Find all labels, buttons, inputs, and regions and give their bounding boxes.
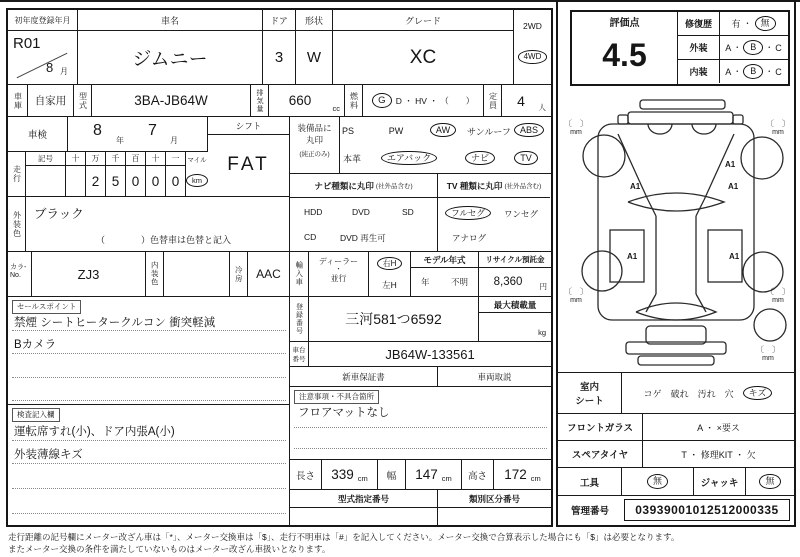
odometer-col-header: 一	[166, 152, 185, 166]
equipment-label-1: 装備品に	[297, 123, 332, 133]
shape-value: W	[306, 49, 322, 66]
mm-label: mm	[762, 355, 774, 362]
import-dealer: ディーラー	[318, 257, 359, 266]
width-unit: cm	[441, 474, 452, 483]
registration-month-unit: 月	[60, 67, 68, 76]
color-no-value: ZJ3	[32, 252, 146, 296]
odometer-digit: 2	[91, 173, 100, 189]
seat-stain: 汚れ	[697, 388, 716, 399]
handle-cell	[369, 252, 411, 296]
odometer-sign-col	[26, 152, 66, 196]
door-value: 3	[274, 49, 284, 66]
manual-label: 車両取説	[477, 371, 512, 382]
model-code-label: 型式	[78, 91, 88, 110]
right-panel	[556, 0, 796, 527]
dotted-line	[12, 330, 286, 331]
damage-code-a1: A1	[627, 252, 638, 261]
exterior-color-note: （ ）色替車は色替と記入	[96, 235, 232, 245]
seat-scratch-circled: キズ	[743, 386, 773, 401]
tools-row	[558, 468, 794, 496]
interior-color-value	[164, 252, 230, 296]
front-bumper-top	[640, 100, 725, 109]
equipment-label-cell	[290, 117, 340, 173]
use-value: 自家用	[28, 85, 74, 117]
model-year-label: モデル年式	[411, 252, 478, 268]
center-pillars	[656, 216, 696, 294]
equip-airbag-circled: エアバック	[381, 151, 437, 166]
exterior-color-label-cell	[8, 197, 26, 251]
equip-aw-circled: AW	[430, 123, 456, 138]
import-parallel: 並行	[330, 274, 347, 284]
tread-marker-front-left	[564, 118, 588, 136]
car-name-value: ジムニー	[132, 49, 208, 70]
windshield-value: A ・ ×要ス	[642, 414, 794, 440]
odometer-label-cell	[8, 152, 26, 196]
windshield-label: フロントガラス	[567, 423, 633, 434]
length-value: 339	[331, 467, 354, 482]
exterior-color-value: ブラック	[34, 207, 84, 221]
odometer-digit: 0	[131, 173, 140, 189]
seat-label-cell	[558, 373, 622, 413]
width-label: 幅	[378, 460, 406, 489]
inspection-year: 8	[93, 122, 102, 139]
seat-hole: 穴	[724, 388, 734, 399]
import-dot: ・	[335, 266, 342, 273]
equip-ps: PS	[341, 126, 354, 136]
odometer-col-6	[166, 152, 186, 196]
rear-lens	[636, 303, 716, 320]
import-label: 輸入車	[294, 261, 304, 287]
inspection-month-unit: 月	[170, 136, 178, 145]
seat-label-1: 室内	[579, 382, 599, 393]
length-cell	[322, 460, 378, 489]
headlight-arcs	[648, 124, 716, 134]
registration-number-value: 三河581つ6592	[309, 297, 479, 341]
mm-label: mm	[772, 297, 784, 304]
dotted-line	[12, 353, 286, 354]
dotted-line	[12, 440, 286, 441]
equipment-block	[290, 117, 551, 174]
fuel-label-cell	[345, 85, 363, 117]
equip-navi-circled: ナビ	[465, 151, 495, 166]
odometer-row	[8, 152, 208, 197]
capacity-cell	[502, 85, 551, 117]
warranty-label: 新車保証書	[290, 367, 438, 386]
recycle-label: リサイクル預託金	[479, 252, 551, 268]
sales-point-line2: Bカメラ	[14, 339, 57, 351]
max-load-label: 最大積載量	[479, 297, 551, 313]
navi-type-sub: (社外品含む)	[375, 183, 413, 190]
shift-cell	[208, 117, 290, 197]
drive-2wd: 2WD	[523, 21, 542, 31]
equip-abs-circled: ABS	[514, 123, 544, 138]
interior-grade-label: 内装	[678, 60, 720, 83]
fuel-label: 燃料	[349, 91, 359, 110]
displacement-cell	[269, 85, 345, 117]
interior-grade-row	[678, 60, 788, 84]
footer-note-line1: 走行距離の記号欄にメーター改ざん車は「*」、メーター交換車は「$」、走行不明車は「#」を記入してください。メーター交換で合算表示した場合にも「$」は必要となります。	[8, 532, 680, 542]
exterior-color-row	[8, 197, 290, 252]
registration-era: R01	[13, 35, 41, 52]
damage-code-a1: A1	[725, 160, 736, 169]
chassis-label-2: 番号	[292, 356, 306, 363]
model-code-label-cell	[74, 85, 92, 117]
caution-line1: フロアマットなし	[298, 407, 390, 419]
height-label: 高さ	[462, 460, 494, 489]
shift-label: シフト	[208, 117, 289, 135]
odometer-col-5	[146, 152, 166, 196]
tv-fullseg-circled: フルセグ	[445, 206, 491, 220]
rear-left-wheel	[582, 251, 622, 291]
right-handle-circled: 右H	[377, 257, 403, 271]
chassis-label-1: 車台	[292, 347, 306, 354]
km-circled: km	[186, 174, 208, 187]
inspection-cell	[8, 117, 208, 152]
max-load-cell	[479, 297, 551, 341]
grade-cell	[333, 10, 514, 85]
separator-dot: ・	[733, 67, 742, 76]
displacement-label-cell	[251, 85, 269, 117]
displacement-unit: cc	[332, 104, 340, 113]
inspection-year-unit: 年	[116, 136, 124, 145]
import-dealer-cell	[309, 252, 369, 296]
odometer-digit: 5	[111, 173, 120, 189]
interior-color-label-cell	[146, 252, 164, 296]
model-code-value: 3BA-JB64W	[92, 85, 251, 117]
color-no-label-cell	[8, 252, 32, 296]
separator-dot: ・	[765, 43, 774, 52]
exterior-c: C	[775, 42, 782, 53]
caution-tag: 注意事項・不具合箇所	[294, 390, 379, 404]
tv-oneseg: ワンセグ	[504, 209, 539, 219]
height-cell	[494, 460, 551, 489]
dotted-line	[12, 463, 286, 464]
inspector-notes-area	[8, 405, 290, 525]
dotted-line	[294, 448, 547, 449]
interior-b-circled: B	[743, 64, 763, 79]
dotted-line	[12, 488, 286, 489]
odometer-col-4	[126, 152, 146, 196]
chassis-number-row	[290, 342, 551, 367]
tread-marker-rear-left	[564, 286, 588, 304]
separator-dot: ・	[743, 19, 752, 28]
sales-point-line1: 禁煙 シートヒータークルコン 衝突軽減	[14, 317, 216, 329]
tv-analog: アナログ	[452, 233, 487, 243]
body-outline	[598, 124, 754, 320]
tools-none-circled: 無	[647, 474, 668, 489]
front-bumper	[628, 112, 733, 124]
odometer-col-3	[106, 152, 126, 196]
mm-label: mm	[772, 129, 784, 136]
odometer-col-2	[86, 152, 106, 196]
bracket: 〔 〕	[756, 345, 780, 354]
bracket: 〔 〕	[766, 287, 790, 296]
type-number-cell	[290, 490, 438, 525]
odometer-col-1	[66, 152, 86, 196]
mile-label: マイル	[187, 156, 207, 164]
recycle-cell	[479, 252, 551, 296]
grade-value: XC	[409, 46, 437, 68]
exterior-a: A	[725, 42, 732, 53]
exterior-grade-label: 外装	[678, 36, 720, 59]
color-no-label-1: カラ-	[10, 264, 27, 271]
odometer-sign-label: 記号	[26, 152, 65, 166]
tv-type-header	[438, 174, 550, 198]
repair-history-row	[678, 12, 788, 36]
front-right-wheel	[741, 137, 783, 179]
registration-number-row	[290, 297, 551, 342]
odometer-col-header: 十	[66, 152, 85, 166]
color-no-label-2: No.	[10, 272, 21, 279]
import-row	[290, 252, 551, 297]
drive-cell	[514, 10, 551, 85]
length-label: 長さ	[290, 460, 322, 489]
door-cell	[263, 10, 296, 85]
drive-4wd-circled: 4WD	[518, 50, 548, 64]
spare-tire-row	[558, 441, 794, 468]
score-box	[570, 10, 790, 86]
documents-row	[290, 367, 551, 387]
car-name-label: 車名	[78, 10, 262, 31]
registration-month: 8	[46, 60, 54, 75]
tv-type-block	[438, 174, 551, 252]
navi-type-block	[290, 174, 438, 252]
capacity-unit: 人	[538, 103, 546, 112]
ac-label: 冷房	[234, 265, 244, 283]
dotted-line	[12, 513, 286, 514]
exterior-color-label: 外装色	[12, 210, 22, 238]
tread-marker-spare	[756, 344, 780, 362]
class-number-label: 類別区分番号	[438, 490, 551, 508]
navi-type-header	[290, 174, 437, 198]
bracket: 〔 〕	[564, 119, 588, 128]
mm-label: mm	[570, 297, 582, 304]
equipment-label-2: 丸印	[305, 135, 323, 145]
odometer-col-header: 百	[126, 152, 145, 166]
width-value: 147	[415, 467, 438, 482]
car-name-cell	[78, 10, 263, 85]
left-handle: 左H	[382, 280, 397, 290]
damage-code-a1: A1	[728, 182, 739, 191]
navi-cd: CD	[304, 232, 317, 242]
dotted-line	[12, 400, 286, 401]
jack-label: ジャッキ	[694, 468, 746, 495]
model-year-value: 不明	[451, 277, 469, 287]
rear-gate	[646, 326, 706, 344]
exterior-b-circled: B	[743, 40, 763, 55]
rear-bumper-bottom	[638, 356, 714, 365]
inspector-notes-tag: 検査記入欄	[12, 408, 60, 422]
management-number-row	[558, 496, 794, 525]
seat-condition-row	[558, 372, 794, 414]
fuel-options: D ・ HV ・ （ ）	[395, 95, 475, 106]
tread-marker-front-right	[766, 118, 790, 136]
equip-leather: 本革	[342, 153, 361, 164]
recycle-value: 8,360	[493, 276, 523, 288]
import-label-cell	[290, 252, 309, 296]
odometer-label: 走行	[12, 165, 22, 183]
navi-sd: SD	[402, 207, 414, 217]
dotted-line	[12, 377, 286, 378]
tread-marker-rear-right	[766, 286, 790, 304]
sales-point-area	[8, 297, 290, 405]
ac-value: AAC	[256, 267, 281, 281]
displacement-label: 排気量	[256, 88, 263, 113]
main-table	[6, 8, 553, 527]
odometer-col-header: 万	[86, 152, 105, 166]
separator-dot: ・	[765, 67, 774, 76]
navi-dvd-play: DVD 再生可	[340, 233, 386, 243]
repair-no-circled: 無	[755, 16, 776, 31]
equip-pw: PW	[388, 126, 404, 136]
damage-code-a1: A1	[630, 182, 641, 191]
model-year-cell	[411, 252, 479, 296]
management-number-value: 03939001012512000335	[624, 499, 790, 521]
separator-dot: ・	[733, 43, 742, 52]
max-load-unit: kg	[538, 328, 546, 337]
bracket: 〔 〕	[766, 119, 790, 128]
odometer-col-header: 十	[146, 152, 165, 166]
capacity-label-cell	[484, 85, 502, 117]
odometer-digit: 0	[171, 173, 180, 189]
footer-note-line2: またメーター交換の条件を満たしていないものはメーター改ざん車扱いとなります。	[8, 544, 331, 554]
sales-point-tag: セールスポイント	[12, 300, 81, 314]
use-label-cell	[8, 85, 28, 117]
repair-yes: 有	[731, 19, 741, 29]
fuel-gasoline-circled: G	[372, 93, 392, 108]
class-number-cell	[438, 490, 551, 525]
grade-label: グレード	[333, 10, 513, 31]
score-cell	[572, 12, 678, 84]
interior-color-label: 内装色	[150, 261, 160, 287]
dotted-line	[294, 427, 547, 428]
model-year-unit: 年	[421, 277, 430, 287]
odometer-col-header: 千	[106, 152, 125, 166]
registration-number-label-cell	[290, 297, 309, 341]
score-value: 4.5	[602, 36, 647, 73]
inspection-month: 7	[148, 122, 157, 139]
bracket: 〔 〕	[564, 287, 588, 296]
exterior-grade-row	[678, 36, 788, 60]
interior-c: C	[775, 66, 782, 77]
navi-dvd: DVD	[352, 207, 370, 217]
roof-lens	[628, 193, 724, 211]
equipment-label-sub: (純正のみ)	[299, 151, 330, 158]
car-diagram	[558, 90, 794, 372]
ac-label-cell	[230, 252, 248, 296]
spare-tire-value: T ・ 修理KIT ・ 欠	[642, 441, 794, 467]
tools-label: 工具	[558, 468, 622, 495]
capacity-label: 定員	[488, 91, 498, 110]
chassis-number-label-cell	[290, 342, 309, 366]
length-unit: cm	[357, 474, 368, 483]
seat-label-2: シート	[575, 396, 604, 407]
first-registration-cell	[8, 10, 78, 85]
interior-a: A	[725, 66, 732, 77]
height-value: 172	[504, 467, 527, 482]
seat-tear: 破れ	[670, 388, 689, 399]
displacement-value: 660	[288, 93, 312, 108]
fuel-cell	[363, 85, 484, 117]
tv-type-sub: (社外品含む)	[504, 183, 542, 190]
inspector-notes-line1: 運転席すれ(小)、ドア内張A(小)	[14, 426, 175, 438]
spare-tire-label: スペアタイヤ	[571, 450, 629, 461]
height-unit: cm	[530, 474, 541, 483]
front-left-wheel	[583, 135, 625, 177]
jack-none-circled: 無	[759, 474, 780, 489]
tv-type-label: TV 種類に丸印	[446, 180, 503, 191]
inspection-label: 車検	[8, 117, 68, 151]
registration-number-label: 登録番号	[295, 303, 303, 335]
dimensions-row	[290, 460, 551, 490]
navi-type-label: ナビ種類に丸印	[314, 180, 374, 191]
pillar-diagonals	[646, 200, 706, 312]
type-number-label: 型式指定番号	[290, 490, 437, 508]
seat-burn: コゲ	[643, 388, 662, 399]
odometer-digit: 0	[151, 173, 160, 189]
equip-tv-circled: TV	[514, 151, 538, 166]
inspector-notes-line2: 外装薄線キズ	[14, 449, 83, 461]
score-label: 評価点	[609, 17, 640, 29]
navi-hdd: HDD	[304, 207, 323, 217]
door-label: ドア	[263, 10, 295, 31]
damage-code-a1: A1	[729, 252, 740, 261]
shape-label: 形状	[296, 10, 332, 31]
shift-value: FAT	[227, 154, 270, 175]
repair-history-label: 修復歴	[678, 12, 720, 35]
first-registration-label: 初年度登録年月	[8, 10, 77, 31]
color-row	[8, 252, 290, 297]
shape-cell	[296, 10, 333, 85]
spare-tire	[754, 309, 786, 341]
odometer-unit-col	[186, 152, 208, 196]
width-cell	[406, 460, 462, 489]
use-label: 車庫	[13, 91, 23, 110]
mm-label: mm	[570, 129, 582, 136]
recycle-unit: 円	[539, 282, 547, 291]
equip-sunroof: サンルーフ	[467, 126, 511, 137]
capacity-value: 4	[517, 92, 525, 109]
windshield-row	[558, 414, 794, 441]
management-number-label: 管理番号	[570, 506, 609, 517]
chassis-number-value: JB64W-133561	[385, 346, 475, 362]
caution-area	[290, 387, 551, 460]
